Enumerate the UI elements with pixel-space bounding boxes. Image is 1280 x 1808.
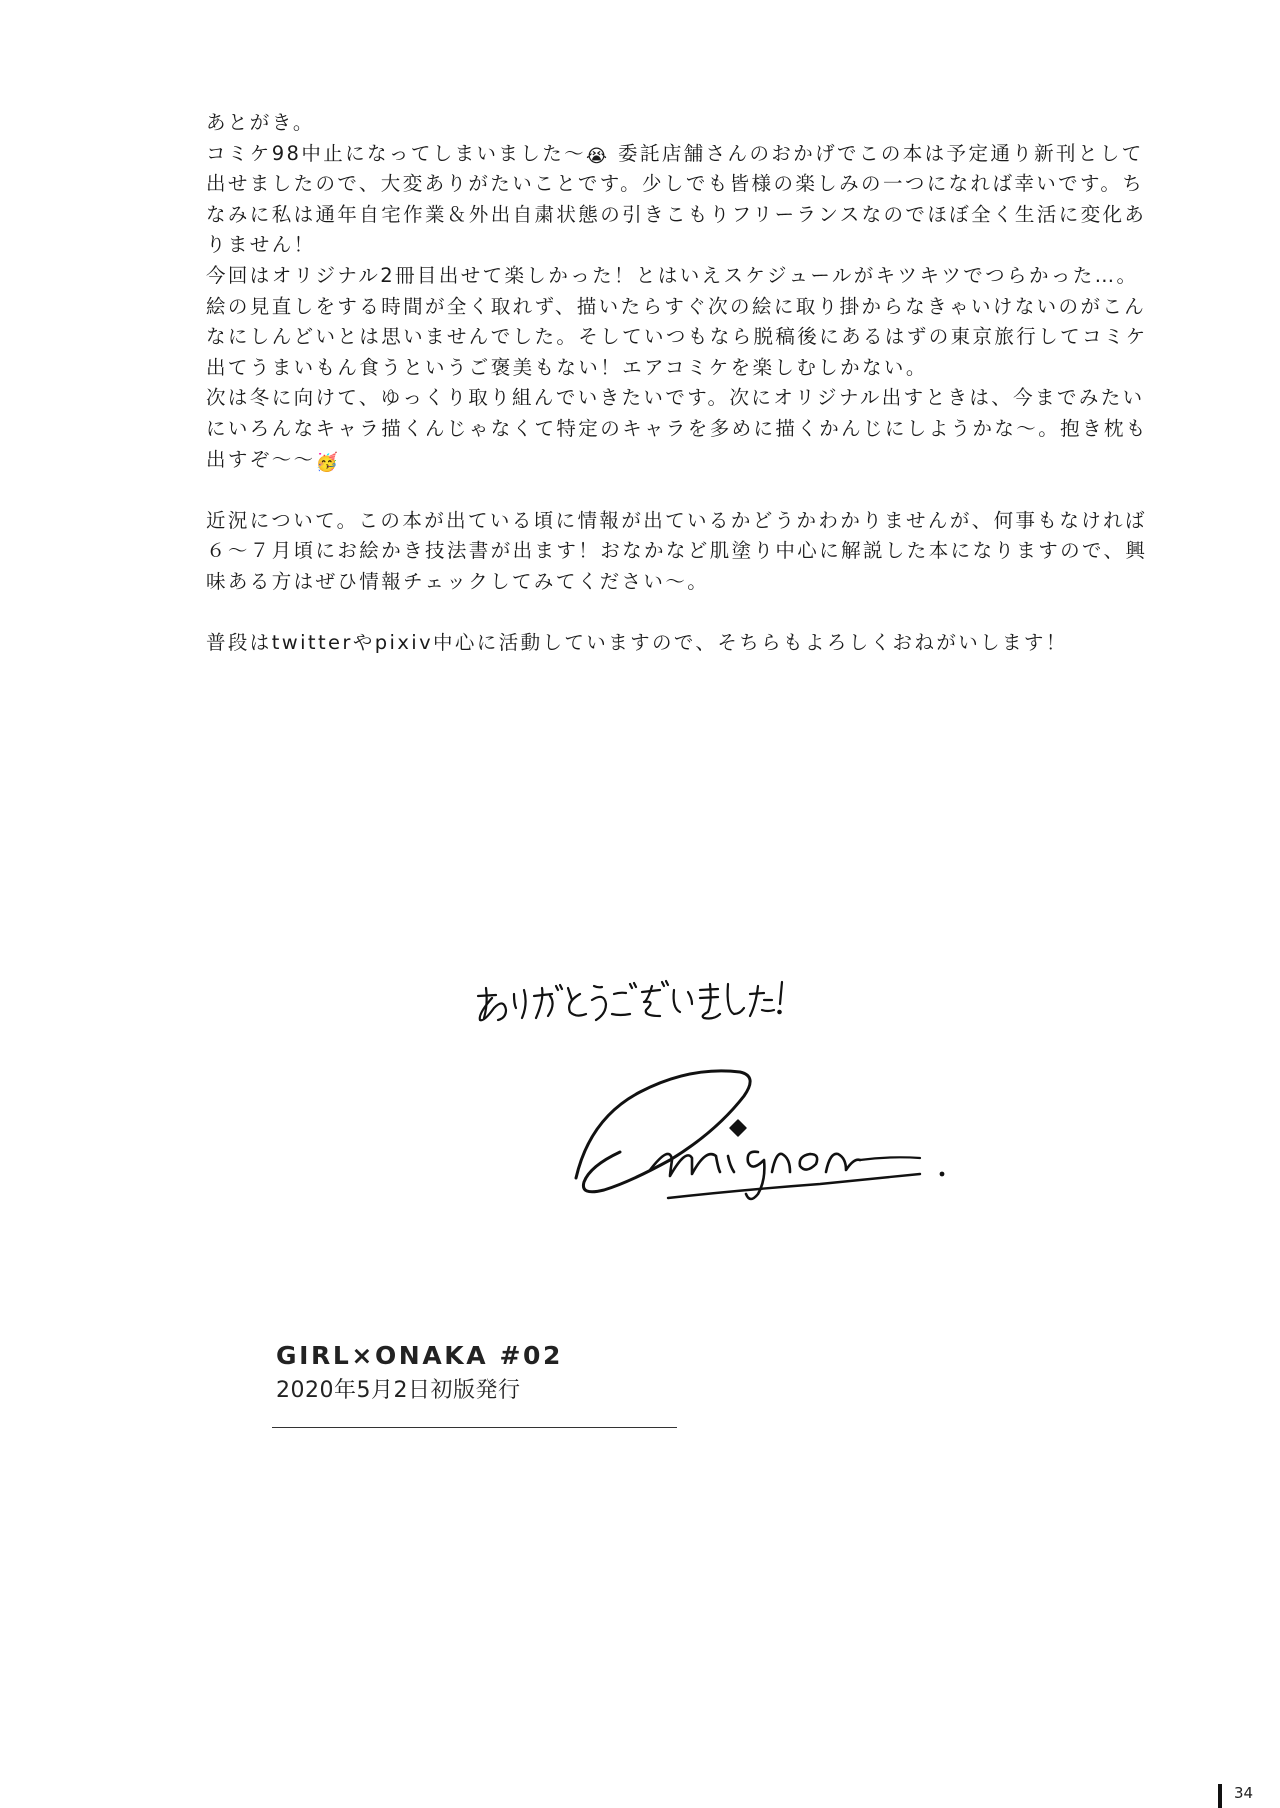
page-marker-bar (1218, 1784, 1222, 1808)
afterword-line: りません！ (206, 233, 316, 257)
afterword-line: なにしんどいとは思いませんでした。そしていつもなら脱稿後にあるはずの東京旅行してコミケ (206, 325, 1148, 349)
afterword-line: 普段はtwitterやpixiv中心に活動していますので、そちらもよろしくおねがいします！ (206, 631, 1068, 655)
afterword-line: 委託店舗さんのおかげでこの本は予定通り新刊として (609, 141, 1144, 165)
afterword-paragraph-end (206, 445, 1196, 476)
signature-mignon (520, 1048, 990, 1238)
page-footer (1218, 1784, 1253, 1808)
afterword-line: にいろんなキャラ描くんじゃなくて特定のキャラを多めに描くかんじにしようかな〜。抱き枕も (206, 416, 1148, 440)
afterword-heading: あとがき。 (206, 111, 315, 134)
afterword-line: 今回はオリジナル2冊目出せて楽しかった！とはいえスケジュールがキツキツでつらかった…。 (206, 263, 1139, 287)
publication-date: 2020年5月2日初版発行 (276, 1378, 521, 1403)
afterword-line: 出せましたので、大変ありがたいことです。少しでも皆様の楽しみの一つになれば幸いです。ち (206, 172, 1145, 196)
afterword-line: 味ある方はぜひ情報チェックしてみてください〜。 (206, 569, 710, 593)
page-number: 34 (1234, 1784, 1254, 1802)
handwritten-thanks (470, 960, 790, 1030)
afterword-line: 近況について。この本が出ている頃に情報が出ているかどうかわかりませんが、何事もなければ (206, 508, 1147, 532)
afterword-line: 出すぞ〜〜 (206, 447, 316, 471)
afterword-line: コミケ98中止になってしまいました〜 (206, 141, 587, 165)
book-title: GIRL×ONAKA #02 (276, 1341, 564, 1370)
afterword-line: ６〜７月頃にお絵かき技法書が出ます！おなかなど肌塗り中心に解説した本になりますので、興 (206, 539, 1148, 563)
party-emoji-icon: 🥳 (315, 451, 341, 473)
afterword-text (206, 108, 1196, 659)
colophon-divider (272, 1427, 677, 1428)
colophon (276, 1340, 563, 1408)
afterword-line: 絵の見直しをする時間が全く取れず、描いたらすぐ次の絵に取り掛からなきゃいけないのがこん (206, 294, 1147, 318)
afterword-line: 出てうまいもん食うというご褒美もない！エアコミケを楽しむしかない。 (206, 355, 928, 379)
afterword-line: 次は冬に向けて、ゆっくり取り組んでいきたいです。次にオリジナル出すときは、今までみたい (206, 386, 1145, 410)
crying-emoji-icon: 😭 (586, 145, 610, 167)
paragraph-gap (206, 598, 1196, 629)
afterword-line: なみに私は通年自宅作業＆外出自粛状態の引きこもりフリーランスなのでほぼ全く生活に変化あ (206, 202, 1147, 226)
paragraph-gap (206, 475, 1196, 506)
afterword-paragraph-1 (206, 139, 1196, 170)
